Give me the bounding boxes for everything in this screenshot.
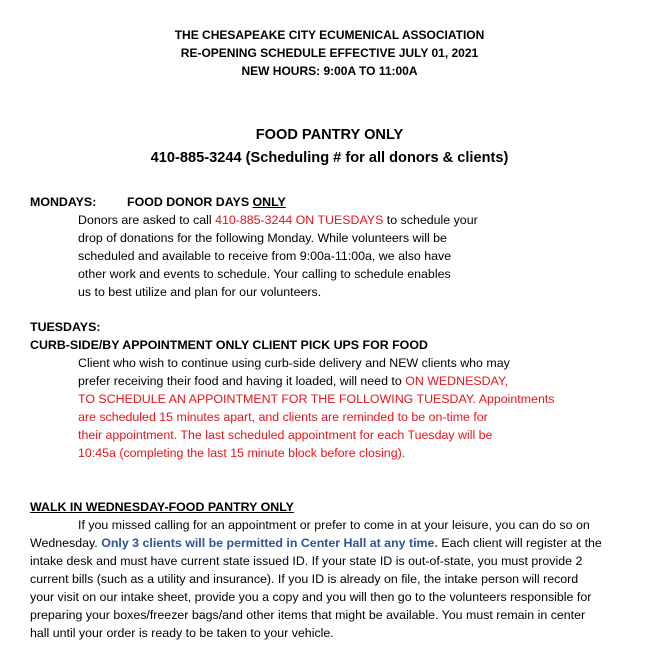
mondays-line-2: drop of donations for the following Monday. While volunteers will be [78, 231, 447, 245]
wednesday-capacity-notice: Only 3 clients will be permitted in Center Hall at any time. [101, 536, 438, 550]
mondays-text: Donors are asked to call [78, 213, 216, 227]
wednesday-line-6: preparing your boxes/freezer bags/and other items that might be available. You must remain in center [30, 608, 586, 622]
mondays-line-1 [78, 212, 478, 228]
tuesdays-red-text: ON WEDNESDAY, [405, 374, 509, 388]
wednesday-text: Wednesday. [30, 536, 102, 550]
mondays-line-3: scheduled and available to receive from 9:00a-11:00a, we also have [78, 249, 452, 263]
tuesdays-line-4: are scheduled 15 minutes apart, and clients are reminded to be on-time for [78, 410, 488, 424]
scheduling-number: 410-885-3244 (Scheduling # for all donors & clients) [150, 150, 509, 166]
tuesdays-line-1: Client who wish to continue using curb-side delivery and NEW clients who may [78, 356, 510, 370]
tuesdays-label: TUESDAYS: [30, 320, 101, 334]
wednesday-line-5: your visit on our intake sheet, provide you a copy and you will then go to the volunteers responsible for [30, 590, 592, 604]
mondays-heading-text: FOOD DONOR DAYS [127, 195, 253, 209]
tuesdays-line-3: TO SCHEDULE AN APPOINTMENT FOR THE FOLLOWING TUESDAY. Appointments [78, 392, 555, 406]
tuesdays-text: prefer receiving their food and having it loaded, will need to [78, 374, 406, 388]
mondays-label: MONDAYS: [30, 195, 97, 209]
org-name: THE CHESAPEAKE CITY ECUMENICAL ASSOCIATION [174, 28, 485, 42]
mondays-phone-highlight: 410-885-3244 ON TUESDAYS [215, 213, 384, 227]
tuesdays-line-2 [78, 373, 508, 389]
wednesday-line-7: hall until your order is ready to be taken to your vehicle. [30, 626, 334, 640]
mondays-line-4: other work and events to schedule. Your calling to schedule enables [78, 267, 451, 281]
mondays-line-5: us to best utilize and plan for our volunteers. [78, 285, 322, 299]
tuesdays-line-6: 10:45a (completing the last 15 minute block before closing). [78, 446, 406, 460]
wednesday-heading: WALK IN WEDNESDAY-FOOD PANTRY ONLY [30, 500, 294, 514]
wednesday-line-4: current bills (such as a utility and insurance). If you ID is already on file, the intake person will record [30, 572, 579, 586]
mondays-heading [127, 194, 286, 210]
new-hours: NEW HOURS: 9:00A TO 11:00A [241, 64, 418, 78]
tuesdays-heading: CURB-SIDE/BY APPOINTMENT ONLY CLIENT PICK UPS FOR FOOD [30, 338, 428, 352]
wednesday-line-1: If you missed calling for an appointment or prefer to come in at your leisure, you can do so on [78, 518, 590, 532]
page-title: FOOD PANTRY ONLY [255, 127, 404, 143]
wednesday-line-2 [30, 535, 602, 551]
mondays-heading-only: ONLY [252, 195, 286, 209]
wednesday-text: Each client will register at the [437, 536, 602, 550]
mondays-text: to schedule your [383, 213, 478, 227]
wednesday-line-3: intake desk and must have current state issued ID. If your state ID is out-of-state, you must provide 2 [30, 554, 583, 568]
tuesdays-line-5: their appointment. The last scheduled appointment for each Tuesday will be [78, 428, 493, 442]
schedule-effective: RE-OPENING SCHEDULE EFFECTIVE JULY 01, 2021 [180, 46, 479, 60]
